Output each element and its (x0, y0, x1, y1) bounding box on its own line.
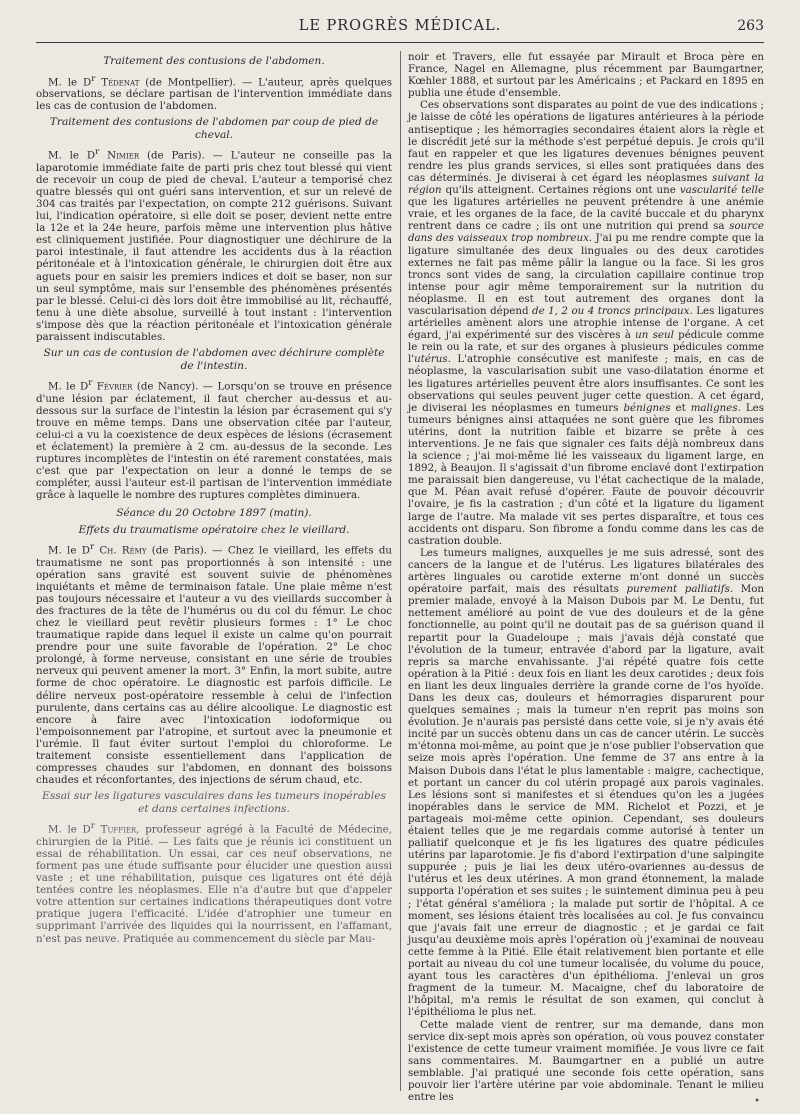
paragraph-tedenat: M. le $D^r$ Tédenat (de Montpellier). — L'auteur, après quelques observations, se déclare partisan de l'intervention immédiate dans les cas de contusion de l'abdomen. (36, 73, 392, 113)
section-heading-dechirure: Sur un cas de contusion de l'abdomen avec déchirure complète de l'intestin. (43, 347, 385, 372)
left-column (36, 51, 392, 1103)
author-name: Tuffier (100, 823, 137, 836)
section-heading-vieillard: Effets du traumatisme opératoire chez le vieillard. (78, 523, 350, 536)
paragraph-tuffier: M. le $D^r$ Tuffier, professeur agrégé à la Faculté de Médecine, chirurgien de la Pitié. — Les faits que je réunis ici constituent un essai de réhabilitation. Un essai, car ces neuf observations, ne forment pas une étude suffisante pour élucider une question aussi vaste ; et une réhabilitation, puisque ces ligatures ont été déjà tentées contre les néoplasmes. Elle n'a d'autre but que d'appeler votre attention sur certaines indications thérapeutiques dont votre pratique jugera l'efficacité. L'idée d'atrophier une tumeur en supprimant l'arrivée des liquides qui la nourrissent, en l'affamant, n'est pas neuve. Pratiquée au commencement du siècle par Mau- (36, 821, 392, 945)
running-head (36, 18, 764, 43)
paragraph-tumeurs-malignes: Les tumeurs malignes, auxquelles je me suis adressé, sont des cancers de la langue et de l'utérus. Les ligatures bilatérales des artères linguales ou carotide externe m'ont donné un succès opératoire parfait, mais des résultats purement palliatifs. Mon premier malade, envoyé à la Maison Dubois par M. Le Dentu, fut nettement amélioré au point de vue des douleurs et de la gêne fonctionnelle, au point qu'il ne doutait pas de sa guérison quand il repartit pour la Guadeloupe ; mais j'avais déjà constaté que l'évolution de la tumeur, entravée d'abord par la ligature, avait repris sa marche envahissante. J'ai répété quatre fois cette opération à la Pitié : deux fois en liant les deux carotides ; deux fois en liant les deux linguales derrière la grande corne de l'os hyoïde. Dans les deux cas, douleurs et hémorragies disparurent pour quelques semaines ; mais la tumeur n'en reprit pas moins son évolution. Je n'aurais pas persisté dans cette voie, si je n'y avais été incité par un succès obtenu dans un cas de cancer utérin. Le succès m'étonna moi-même, au point que je n'ose publier l'observation que seize mois après l'opération. Une femme de 37 ans entre à la Maison Dubois dans l'état le plus lamentable : maigre, cachectique, et portant un cancer du col utérin propagé aux parois vaginales. Les lésions sont si manifestes et si étendues qu'on les a jugées inopérables dans le service de MM. Richelot et Pozzi, et je partageais moi-même cette opinion. Cependant, ses douleurs étaient telles que je me regardais comme autorisé à tenter un palliatif quelconque et je fis les ligatures des quatre pédicules utérins par laparotomie. Je fis d'abord l'extirpation d'une salpingite suppurée ; puis je liai les deux utéro-ovariennes au-dessus de l'utérus et les deux utérines. A mon grand étonnement, la malade supporta l'opération et ses suites ; le suintement diminua peu à peu ; l'état général s'améliora ; la malade put sortir de l'hôpital. A ce moment, ses lésions étaient très localisées au col. Je fus convaincu que j'avais fait une erreur de diagnostic ; et je gardai ce fait jusqu'au deuxième mois après l'opération où j'examinai de nouveau cette femme à la Pitié. Elle était relativement bien portante et elle portait au niveau du col une tumeur localisée, du volume du pouce, ayant tous les caractères d'un épithélioma. J'enlevai un gros fragment de la tumeur. M. Macaigne, chef du laboratoire de l'hôpital, m'a remis le résultat de son examen, qui conclut à l'épithélioma le plus net. (408, 546, 764, 1019)
author-name: Février (96, 380, 133, 393)
journal-title: LE PROGRÈS MÉDICAL. (298, 18, 502, 34)
paragraph-continuation: noir et Travers, elle fut essayée par Mirault et Broca père en France, Nagel en Allemagne, plus récemment par Baumgartner, Kœhler 1888, et surtout par les Américains ; et Packard en 1895 en publia une étude d'ensemble. (408, 51, 764, 100)
paragraph-remy: M. le $D^r$ Ch. Rémy (de Paris). — Chez le vieillard, les effets du traumatisme ne sont pas proportionnés à son intensité : une opération sans gravité est souvent suivie de phénomènes inquiétants et même de terminaison fatale. Une plaie même n'est pas toujours nécessaire et l'auteur a vu des vieillards succomber à des fractures de la tête de l'humérus ou du col du fémur. Le choc chez le vieillard peut revêtir plusieurs formes : 1° Le choc traumatique rapide dans lequel il existe un calme qu'on pourrait prendre pour une suite favorable de l'opération. 2° Le choc prolongé, à forme nerveuse, consistant en une série de troubles nerveux qui peuvent amener la mort. 3° Enfin, la mort subite, autre forme de choc opératoire. Le diagnostic est parfois difficile. Le délire nerveux post-opératoire ressemble à celui de l'infection purulente, dans certains cas au délire alcoolique. Le diagnostic est encore à faire avec l'intoxication iodoformique ou l'empoisonnement par l'atropine, et surtout avec la pneumonie et l'urémie. Il faut éviter surtout l'emploi du chloroforme. Le traitement consiste essentiellement dans l'application de compresses chaudes sur l'abdomen, en donnant des boissons chaudes et réconfortantes, des injections de sérum chaud, etc. (36, 542, 392, 787)
page-number: 263 (737, 18, 764, 34)
right-column (408, 51, 764, 1103)
paragraph-cette-malade: Cette malade vient de rentrer, sur ma demande, dans mon service dix-sept mois après son opération, où vous pouvez constater l'existence de cette tumeur vraiment momifiée. Je vous livre ce fait sans commentaires. M. Baumgartner en a publié un autre semblable. J'ai pratiqué une seconde fois cette opération, sans pouvoir lier l'artère utérine par voie abdominale. Tenant le milieu entre les (408, 1018, 764, 1104)
author-name: Ch. Rémy (99, 544, 147, 557)
section-heading-contusions: Traitement des contusions de l'abdomen. (103, 55, 325, 67)
session-date: Séance du 20 Octobre 1897 (matin). (116, 507, 312, 520)
column-divider (400, 51, 401, 1091)
paragraph-nimier: M. le $D^r$ Nimier (de Paris). — L'auteur ne conseille pas la laparotomie immédiate faite de parti pris chez tout blessé qui vient de recevoir un coup de pied de cheval. L'auteur a temporisé chez quatre blessés qui ont guéri sans intervention, et sur un relevé de 304 cas traités par l'expectation, on compte 212 guérisons. Suivant lui, l'indication opératoire, si elle doit se poser, devient nette entre la 12e et la 24e heure, parfois même une intervention plus hâtive est cliniquement justifiée. Pour diagnostiquer une déchirure de la paroi intestinale, il faut attendre les accidents dus à la réaction péritonéale et à l'intoxication générale, le chirurgien doit être aux aguets pour en saisir les premiers indices et doit se baser, non sur un seul symptôme, mais sur l'ensemble des phénomènes présentés par le blessé. Celui-ci dès lors doit être immobilisé au lit, réchauffé, tenu à une diète absolue, surveillé à tout instant : l'intervention s'impose dès que la réaction péritonéale et l'intoxication générale paraissent indiscutables. (36, 147, 392, 343)
section-heading-ligatures: Essai sur les ligatures vasculaires dans les tumeurs inopérables et dans certaines infections. (42, 790, 386, 815)
author-name: Tédenat (101, 75, 140, 88)
ornament-mark: • (754, 1096, 760, 1107)
paragraph-fevrier: M. le $D^r$ Février (de Nancy). — Lorsqu'on se trouve en présence d'une lésion par éclatement, il faut chercher au-dessus et au-dessous sur la surface de l'intestin la lésion par écrasement qui s'y trouve en même temps. Dans une observation citée par l'auteur, celui-ci a vu la coexistence de deux espèces de lésions (écrasement et éclatement) la première à 2 cm. au-dessus de la seconde. Les ruptures incomplètes de l'intestin on été rarement constatées, mais c'est que par l'expectation on leur a donné le temps de se compléter, aussi l'auteur est-il partisan de l'intervention immédiate grâce à laquelle le nombre des ruptures complètes diminuera. (36, 378, 392, 502)
author-name: Nimier (107, 149, 140, 162)
paragraph-observations: Ces observations sont disparates au point de vue des indications ; je laisse de côté les opérations de ligatures antérieures à la période antiseptique ; les hémorragies secondaires étaient alors la règle et le discrédit jeté sur la méthode s'est perpétué depuis. Je crois qu'il faut en rappeler et que les ligatures devenues bénignes peuvent rendre les plus grands services, si elles sont pratiquées dans des cas déterminés. Je diviserai à cet égard les néoplasmes suivant la région qu'ils atteignent. Certaines régions ont une vascularité telle que les ligatures artérielles ne peuvent prétendre à une anémie vraie, et les organes de la face, de la cavité buccale et du pharynx rentrent dans ce cadre ; ils ont une nutrition qui prend sa source dans des vaisseaux trop nombreux. J'ai pu me rendre compte que la ligature simultanée des deux linguales ou des deux carotides externes ne fait pas même pâlir la langue ou la face. Si les gros troncs sont vides de sang, la circulation capillaire continue trop intense pour agir même temporairement sur la nutrition du néoplasme. Il en est tout autrement des organes dont la vascularisation dépend de 1, 2 ou 4 troncs principaux. Les ligatures artérielles amènent alors une atrophie intense de l'organe. A cet égard, j'ai expérimenté sur des viscères à un seul pédicule comme le rein ou la rate, et sur des organes à plusieurs pédicules comme l'utérus. L'atrophie consécutive est manifeste ; mais, en cas de néoplasme, la vascularisation subit une vaso-dilatation énorme et les ligatures artérielles peuvent être alors insuffisantes. Ce sont les observations qui seules peuvent juger cette question. A cet égard, je diviserai les néoplasmes en tumeurs bénignes et malignes. Les tumeurs bénignes ainsi attaquées ne sont guère que les fibromes utérins, dont la nutrition faible et bizarre se prête à ces interventions. Je ne fais que signaler ces faits déjà nombreux dans la science ; j'ai moi-même lié les vaisseaux du ligament large, en 1892, à Beaujon. Il s'agissait d'un fibrome enclavé dont l'extirpation me paraissait bien dangereuse, vu l'état cachectique de la malade, que M. Péan avait refusé d'opérer. Faute de pouvoir découvrir l'ovaire, je fis la castration ; d'un côté et la ligature du ligament large de l'autre. Ma malade vit ses pertes disparaître, et tous ces accidents ont disparu. Son fibrome a fondu comme dans les cas de castration double. (408, 99, 765, 547)
two-column-body (36, 51, 764, 1103)
section-heading-cheval: Traitement des contusions de l'abdomen par coup de pied de cheval. (49, 116, 379, 141)
